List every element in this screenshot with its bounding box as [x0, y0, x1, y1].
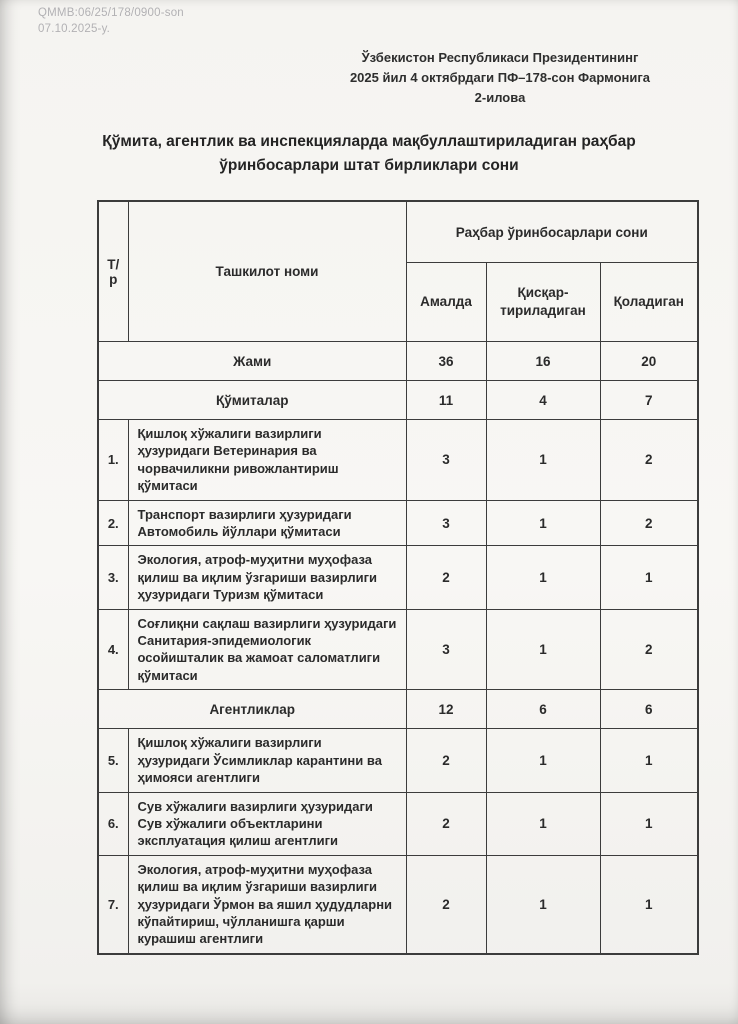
row-remaining: 1	[600, 855, 698, 954]
section-reduced: 4	[486, 381, 600, 420]
org-name: Қишлоқ хўжалиги вазирлиги ҳузуридаги Ўсимликлар карантини ва ҳимояси агентлиги	[128, 729, 406, 792]
section-reduced: 6	[486, 690, 600, 729]
org-name: Сув хўжалиги вазирлиги ҳузуридаги Сув хўжалиги объектларини эксплуатация қилиш агентлиги	[128, 792, 406, 855]
row-remaining: 2	[600, 609, 698, 690]
stamp-number: QMMB:06/25/178/0900-son	[38, 7, 184, 19]
section-row-agencies	[98, 690, 698, 729]
table-row	[98, 546, 698, 609]
section-label: Агентликлар	[98, 690, 406, 729]
row-remaining: 2	[600, 420, 698, 501]
row-actual: 2	[406, 855, 486, 954]
decree-reference	[300, 48, 700, 108]
row-actual: 3	[406, 420, 486, 501]
section-remaining: 6	[600, 690, 698, 729]
col-header-actual: Амалда	[406, 263, 486, 342]
total-reduced: 16	[486, 342, 600, 381]
row-remaining: 1	[600, 546, 698, 609]
org-name: Экология, атроф-муҳитни муҳофаза қилиш ва иқлим ўзгариши вазирлиги ҳузуридаги Ўрмон ва яшил ҳудудларни кўпайтириш, чўлланишга қарши курашиш агентлиги	[128, 855, 406, 954]
row-reduced: 1	[486, 546, 600, 609]
row-actual: 3	[406, 609, 486, 690]
col-header-num: Т/р	[98, 201, 128, 342]
col-header-org: Ташкилот номи	[128, 201, 406, 342]
row-number: 4.	[98, 609, 128, 690]
row-remaining: 1	[600, 792, 698, 855]
total-actual: 36	[406, 342, 486, 381]
col-header-remaining: Қоладиган	[600, 263, 698, 342]
row-reduced: 1	[486, 609, 600, 690]
org-name: Экология, атроф-муҳитни муҳофаза қилиш ва иқлим ўзгариши вазирлиги ҳузуридаги Туризм қўмитаси	[128, 546, 406, 609]
col-header-group: Раҳбар ўринбосарлари сони	[406, 201, 698, 263]
row-remaining: 1	[600, 729, 698, 792]
row-number: 7.	[98, 855, 128, 954]
decree-reference-line1: Ўзбекистон Республикаси Президентининг	[361, 50, 639, 65]
row-number: 6.	[98, 792, 128, 855]
row-remaining: 2	[600, 500, 698, 546]
section-actual: 12	[406, 690, 486, 729]
row-reduced: 1	[486, 500, 600, 546]
table-row	[98, 855, 698, 954]
org-name: Қишлоқ хўжалиги вазирлиги ҳузуридаги Ветеринария ва чорвачиликни ривожлантириш қўмитаси	[128, 420, 406, 501]
col-header-reduced: Қисқар-тириладиган	[486, 263, 600, 342]
document-title: Қўмита, агентлик ва инспекцияларда мақбуллаштириладиган раҳбар ўринбосарлари штат бирликлари сони	[102, 133, 636, 175]
row-reduced: 1	[486, 855, 600, 954]
row-actual: 3	[406, 500, 486, 546]
row-reduced: 1	[486, 792, 600, 855]
section-actual: 11	[406, 381, 486, 420]
table-row	[98, 729, 698, 792]
org-name: Соғлиқни сақлаш вазирлиги ҳузуридаги Санитария-эпидемиологик осойишталик ва жамоат саломатлиги қўмитаси	[128, 609, 406, 690]
registration-stamp	[38, 6, 184, 37]
org-name: Транспорт вазирлиги ҳузуридаги Автомобиль йўллари қўмитаси	[128, 500, 406, 546]
row-actual: 2	[406, 546, 486, 609]
decree-reference-line3: 2-илова	[474, 90, 526, 106]
row-actual: 2	[406, 729, 486, 792]
row-number: 1.	[98, 420, 128, 501]
stamp-date: 07.10.2025-y.	[38, 22, 111, 35]
section-label: Қўмиталар	[98, 381, 406, 420]
table-row	[98, 792, 698, 855]
section-row-committees	[98, 381, 698, 420]
row-reduced: 1	[486, 420, 600, 501]
table-row	[98, 420, 698, 501]
row-number: 5.	[98, 729, 128, 792]
total-remaining: 20	[600, 342, 698, 381]
row-number: 3.	[98, 546, 128, 609]
table-row	[98, 500, 698, 546]
decree-reference-line2: 2025 йил 4 октябрдаги ПФ–178-сон Фармонига	[349, 70, 651, 86]
row-number: 2.	[98, 500, 128, 546]
row-actual: 2	[406, 792, 486, 855]
table-row	[98, 609, 698, 690]
section-remaining: 7	[600, 381, 698, 420]
total-label: Жами	[98, 342, 406, 381]
table-header-row-group	[98, 201, 698, 263]
staff-units-table	[97, 200, 699, 955]
total-row	[98, 342, 698, 381]
row-reduced: 1	[486, 729, 600, 792]
